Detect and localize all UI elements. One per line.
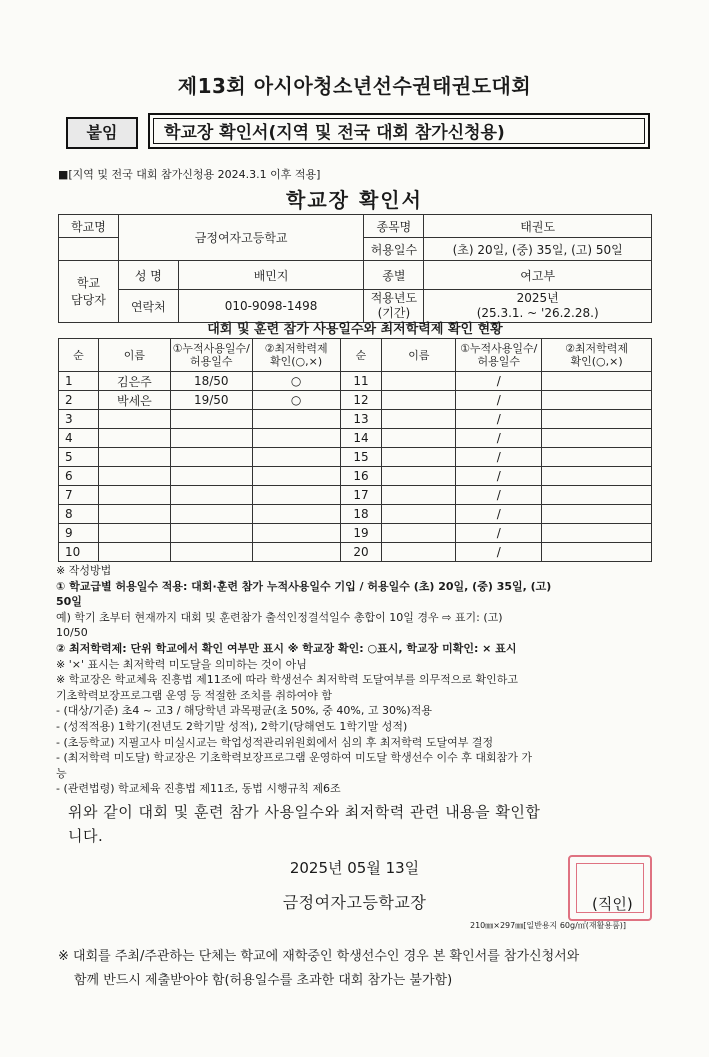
category-label: 종별 [364,261,424,290]
instruction-line: 능 [56,766,67,780]
academic-check [542,505,652,524]
academic-check [252,543,340,562]
athlete-name [382,524,456,543]
allowed-days-value: (초) 20일, (중) 35일, (고) 50일 [424,238,652,261]
issue-date: 2025년 05월 13일 [289,859,420,877]
document-title: 제13회 아시아청소년선수권태권도대회 [177,74,532,98]
academic-check [542,372,652,391]
header-days-2: 허용일수 [477,355,520,368]
table-row [59,486,652,505]
days-used: / [456,410,542,429]
athlete-name [382,505,456,524]
allowed-days-label: 허용일수 [364,238,424,261]
athlete-name [98,410,170,429]
athlete-name [382,410,456,429]
name-label: 성 명 [118,261,178,290]
days-used: / [456,448,542,467]
row-no: 2 [59,391,99,410]
athlete-name [98,429,170,448]
athlete-name [98,524,170,543]
athlete-name [382,391,456,410]
academic-check [542,524,652,543]
table-row [59,429,652,448]
row-no: 10 [59,543,99,562]
row-no: 15 [340,448,382,467]
athlete-name [98,467,170,486]
athlete-name [382,448,456,467]
days-used: / [456,543,542,562]
header-name: 이름 [98,339,170,372]
header-check-2: 확인(○,×) [570,355,623,368]
days-used: 19/50 [170,391,252,410]
sub-title: 학교장 확인서 [286,188,423,212]
footer-note [58,945,658,993]
academic-check: ○ [252,391,340,410]
row-no: 9 [59,524,99,543]
athlete-name [98,486,170,505]
academic-check [252,467,340,486]
header-days-1: ①누적사용일수/ [460,342,538,355]
athlete-name [382,429,456,448]
academic-check [542,486,652,505]
row-no: 6 [59,467,99,486]
row-no: 8 [59,505,99,524]
row-no: 18 [340,505,382,524]
table-row [59,467,652,486]
days-used: / [456,505,542,524]
instruction-line: - (대상/기준) 초4 ~ 고3 / 해당학년 과목평균(초 50%, 중 40%, 고 30%)적용 [56,704,432,718]
attachment-label: 붙임 [66,117,138,149]
school-name: 금정여자고등학교 [118,215,364,261]
academic-check [252,429,340,448]
event-label: 종목명 [364,215,424,238]
academic-check [252,505,340,524]
academic-check: ○ [252,372,340,391]
table-row [59,448,652,467]
table-title: 대회 및 훈련 참가 사용일수와 최저학력제 확인 현황 [207,322,503,337]
days-used [170,448,252,467]
header-check-2: 확인(○,×) [270,355,323,368]
academic-check [252,410,340,429]
table-row [59,410,652,429]
athlete-name [98,505,170,524]
header-days-1: ①누적사용일수/ [172,342,250,355]
academic-check [252,524,340,543]
days-used: 18/50 [170,372,252,391]
instruction-line: ※ 학교장은 학교체육 진흥법 제11조에 따라 학생선수 최저학력 도달여부를 의무적으로 확인하고 [56,673,518,687]
row-no: 1 [59,372,99,391]
athlete-name [382,486,456,505]
row-no: 12 [340,391,382,410]
athlete-name: 김은주 [98,372,170,391]
confirmation-text [68,800,648,848]
days-used [170,410,252,429]
contact-label: 연락처 [118,290,178,323]
days-used: / [456,486,542,505]
days-used: / [456,372,542,391]
row-no: 11 [340,372,382,391]
period-value: (25.3.1. ~ '26.2.28.) [476,306,599,320]
instruction-line: ※ 작성방법 [56,564,112,577]
event-value: 태권도 [424,215,652,238]
athlete-table [58,338,652,562]
header-no: 순 [59,339,99,372]
days-used [170,486,252,505]
days-used: / [456,467,542,486]
school-info-table [58,214,652,323]
row-no: 4 [59,429,99,448]
year-value: 2025년 [516,291,559,305]
header-name: 이름 [382,339,456,372]
row-no: 20 [340,543,382,562]
paper-size: 210㎜×297㎜[일반용지 60g/㎡(재활용품)] [470,921,627,930]
header-no: 순 [340,339,382,372]
table-row [59,391,652,410]
academic-check [252,448,340,467]
school-label: 학교명 [59,215,119,238]
name-value: 배민지 [178,261,364,290]
athlete-name [98,448,170,467]
row-no: 14 [340,429,382,448]
instruction-line: - (최저학력 미도달) 학교장은 기초학력보장프로그램 운영하여 미도달 학생선수 이수 후 대회참가 가 [56,751,533,765]
athlete-name [98,543,170,562]
days-used: / [456,429,542,448]
row-no: 16 [340,467,382,486]
days-used [170,524,252,543]
row-no: 19 [340,524,382,543]
instruction-line: - (초등학교) 지필고사 미실시교는 학업성적관리위원회에서 심의 후 최저학력 도달여부 결정 [56,735,494,749]
days-used: / [456,391,542,410]
days-used: / [456,524,542,543]
academic-check [542,429,652,448]
academic-check [542,391,652,410]
instruction-line: ① 학교급별 허용일수 적용: 대회·훈련 참가 누적사용일수 기입 / 허용일수 (초) 20일, (중) 35일, (고) [56,579,552,593]
instruction-line: ② 최저학력제: 단위 학교에서 확인 여부만 표시 ※ 학교장 확인: ○표시, 학교장 미확인: × 표시 [56,641,517,655]
contact-value: 010-9098-1498 [178,290,364,323]
instruction-line: 기초학력보장프로그램 운영 등 적절한 조치를 취하여야 함 [56,688,333,702]
athlete-name [382,543,456,562]
footer-line-2: 함께 반드시 제출받아야 함(허용일수를 초과한 대회 참가는 불가함) [74,973,453,988]
academic-check [542,410,652,429]
days-used [170,429,252,448]
instruction-line: - (관련법령) 학교체육 진흥법 제11조, 동법 시행규칙 제6조 [56,782,341,796]
row-no: 17 [340,486,382,505]
row-no: 7 [59,486,99,505]
days-used [170,505,252,524]
header-check-1: ②최저학력제 [565,342,629,355]
row-no: 3 [59,410,99,429]
row-no: 13 [340,410,382,429]
header-check-1: ②최저학력제 [264,342,328,355]
days-used [170,543,252,562]
school-principal: 금정여자고등학교장 [282,893,427,912]
instruction-line: 예) 학기 초부터 현재까지 대회 및 훈련참가 출석인정결석일수 총합이 10일 경우 ⇨ 표기: (고) [56,610,503,624]
academic-check [542,467,652,486]
instruction-line: ※ '×' 표시는 최저학력 미도달을 의미하는 것이 아님 [56,657,307,671]
form-heading: 학교장 확인서(지역 및 전국 대회 참가신청용) [148,113,650,149]
table-row [59,505,652,524]
footer-line-1: ※ 대회를 주최/주관하는 단체는 학교에 재학중인 학생선수인 경우 본 확인서를 참가신청서와 [58,949,580,964]
instruction-line: - (성적적용) 1학기(전년도 2학기말 성적), 2학기(당해연도 1학기말 성적) [56,719,408,733]
table-row [59,524,652,543]
instruction-line: 10/50 [56,626,88,640]
academic-check [542,448,652,467]
period-label: (기간) [377,306,411,320]
row-no: 5 [59,448,99,467]
year-label: 적용년도 [370,291,418,305]
confirmation-line-1: 위와 같이 대회 및 훈련 참가 사용일수와 최저학력 관련 내용을 확인합 [68,803,541,821]
seal-label: (직인) [592,895,633,913]
academic-check [252,486,340,505]
athlete-name: 박세은 [98,391,170,410]
days-used [170,467,252,486]
academic-check [542,543,652,562]
table-row [59,543,652,562]
instruction-line: 50일 [56,595,82,609]
teacher-label: 학교 담당자 [59,261,119,323]
athlete-name [382,372,456,391]
confirmation-line-2: 니다. [68,827,104,845]
writing-instructions [56,563,654,797]
table-row [59,372,652,391]
athlete-name [382,467,456,486]
category-value: 여고부 [424,261,652,290]
form-note: ■[지역 및 전국 대회 참가신청용 2024.3.1 이후 적용] [58,168,321,181]
header-days-2: 허용일수 [189,355,233,368]
